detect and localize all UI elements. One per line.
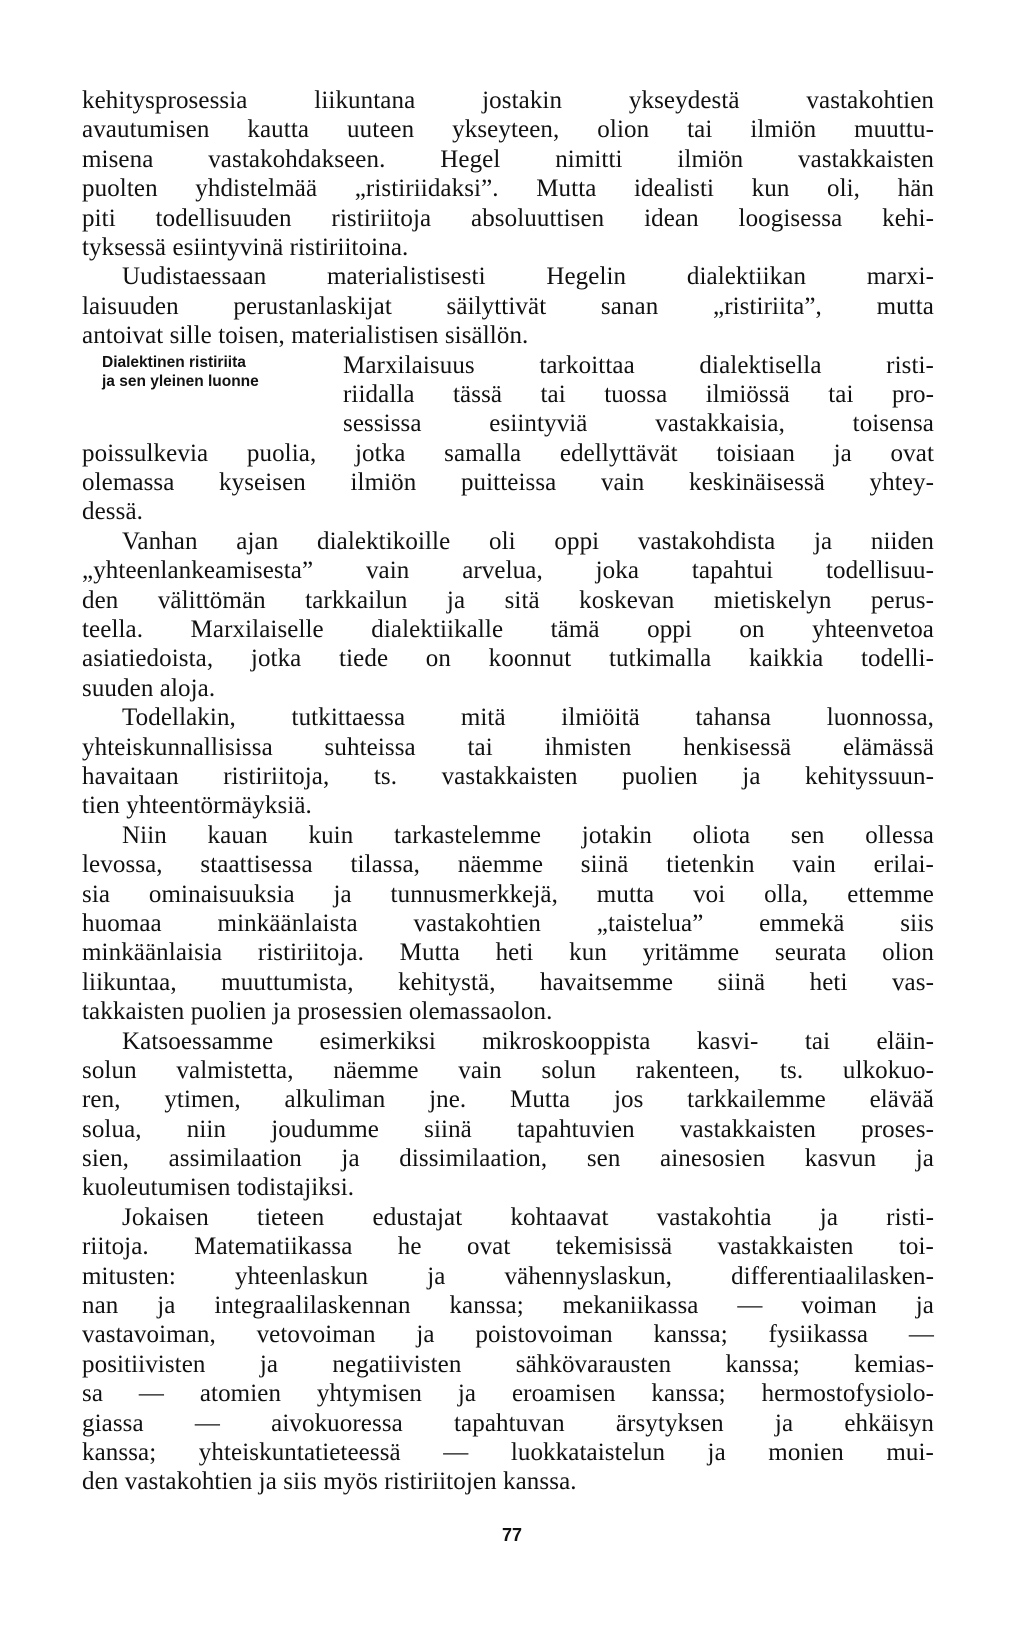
text-line: Niin kauan kuin tarkastelemme jotakin oliota sen ollessa xyxy=(122,821,934,849)
text-line: den vastakohtien ja siis myös ristiriitojen kanssa. xyxy=(82,1468,577,1496)
text-line: giassa — aivokuoressa tapahtuvan ärsytyksen ja ehkäisyn xyxy=(82,1409,934,1437)
text-line: Todellakin, tutkittaessa mitä ilmiöitä tahansa luonnossa, xyxy=(122,704,934,732)
text-line: avautumisen kautta uuteen ykseyteen, olion tai ilmiön muuttu- xyxy=(82,116,934,144)
text-line: sessissa esiintyviä vastakkaisia, toisensa xyxy=(343,410,934,438)
text-line: minkäänlaisia ristiriitoja. Mutta heti kun yritämme seurata olion xyxy=(82,939,934,967)
text-line: huomaa minkäänlaista vastakohtien „taistelua” emmekä siis xyxy=(82,909,934,937)
text-line: levossa, staattisessa tilassa, näemme siinä tietenkin vain erilai- xyxy=(82,851,934,879)
text-line: solun valmistetta, näemme vain solun rakenteen, ts. ulkokuo- xyxy=(82,1056,934,1084)
text-line: puolten yhdistelmää „ristiriidaksi”. Mutta idealisti kun oli, hän xyxy=(82,175,934,203)
text-line: kuoleutumisen todistajiksi. xyxy=(82,1174,355,1202)
side-note xyxy=(102,353,322,391)
text-line: „yhteenlankeamisesta” vain arvelua, joka tapahtui todellisuu- xyxy=(82,557,934,585)
text-line: tyksessä esiintyvinä ristiriitoina. xyxy=(82,233,409,261)
text-line: teella. Marxilaiselle dialektiikalle tämä oppi on yhteenvetoa xyxy=(82,616,934,644)
page-number: 77 xyxy=(501,1525,523,1545)
text-line: olemassa kyseisen ilmiön puitteissa vain keskinäisessä yhtey- xyxy=(82,469,934,497)
text-line: suuden aloja. xyxy=(82,674,216,702)
text-line: piti todellisuuden ristiriitoja absoluuttisen idean loogisessa kehi- xyxy=(82,204,934,232)
text-line: havaitaan ristiriitoja, ts. vastakkaisten puolien ja kehityssuun- xyxy=(82,762,934,790)
text-line: takkaisten puolien ja prosessien olemassaolon. xyxy=(82,998,553,1026)
text-line: Jokaisen tieteen edustajat kohtaavat vastakohtia ja risti- xyxy=(122,1203,934,1231)
text-line: sien, assimilaation ja dissimilaation, sen ainesosien kasvun ja xyxy=(82,1145,934,1173)
text-line: antoivat sille toisen, materialistisen sisällön. xyxy=(82,322,529,350)
text-line: solua, niin joudumme siinä tapahtuvien vastakkaisten proses- xyxy=(82,1115,934,1143)
text-line: Uudistaessaan materialistisesti Hegelin dialektiikan marxi- xyxy=(122,263,934,291)
text-line: sia ominaisuuksia ja tunnusmerkkejä, mutta voi olla, ettemme xyxy=(82,880,934,908)
text-line: vastavoiman, vetovoiman ja poistovoiman kanssa; fysiikassa — xyxy=(82,1321,934,1349)
text-line: nan ja integraalilaskennan kanssa; mekaniikassa — voiman ja xyxy=(82,1292,934,1320)
text-line: den välittömän tarkkailun ja sitä koskevan mietiskelyn perus- xyxy=(82,586,934,614)
text-line: positiivisten ja negatiivisten sähkövarausten kanssa; kemias- xyxy=(82,1350,934,1378)
text-line: liikuntaa, muuttumista, kehitystä, havaitsemme siinä heti vas- xyxy=(82,968,934,996)
text-line: poissulkevia puolia, jotka samalla edellyttävät toisiaan ja ovat xyxy=(82,439,934,467)
text-line: yhteiskunnallisissa suhteissa tai ihmisten henkisessä elämässä xyxy=(82,733,934,761)
page-body xyxy=(82,86,934,1497)
text-line: kehitysprosessia liikuntana jostakin ykseydestä vastakohtien xyxy=(82,87,934,114)
side-note-line: Dialektinen ristiriita xyxy=(102,354,246,371)
text-line: Katsoessamme esimerkiksi mikroskooppista kasvi- tai eläin- xyxy=(122,1027,934,1055)
text-line: kanssa; yhteiskuntatieteessä — luokkataistelun ja monien mui- xyxy=(82,1438,934,1466)
text-line: tien yhteentörmäyksiä. xyxy=(82,792,312,820)
text-line: misena vastakohdakseen. Hegel nimitti ilmiön vastakkaisten xyxy=(82,145,934,173)
text-line: dessä. xyxy=(82,498,144,526)
text-line: ren, ytimen, alkuliman jne. Mutta jos tarkkailemme eläväă xyxy=(82,1086,934,1114)
side-note-line: ja sen yleinen luonne xyxy=(102,373,259,390)
text-line: Vanhan ajan dialektikoille oli oppi vastakohdista ja niiden xyxy=(122,527,934,555)
text-line: mitusten: yhteenlaskun ja vähennyslaskun, differentiaalilasken- xyxy=(82,1262,934,1290)
text-line: riitoja. Matematiikassa he ovat tekemisissä vastakkaisten toi- xyxy=(82,1233,934,1261)
text-line: asiatiedoista, jotka tiede on koonnut tutkimalla kaikkia todelli- xyxy=(82,645,934,673)
text-line: sa — atomien yhtymisen ja eroamisen kanssa; hermostofysiolo- xyxy=(82,1380,934,1408)
text-line: Marxilaisuus tarkoittaa dialektisella risti- xyxy=(343,351,934,379)
text-line: laisuuden perustanlaskijat säilyttivät sanan „ristiriita”, mutta xyxy=(82,292,934,320)
text-line: riidalla tässä tai tuossa ilmiössä tai pro- xyxy=(343,380,934,408)
